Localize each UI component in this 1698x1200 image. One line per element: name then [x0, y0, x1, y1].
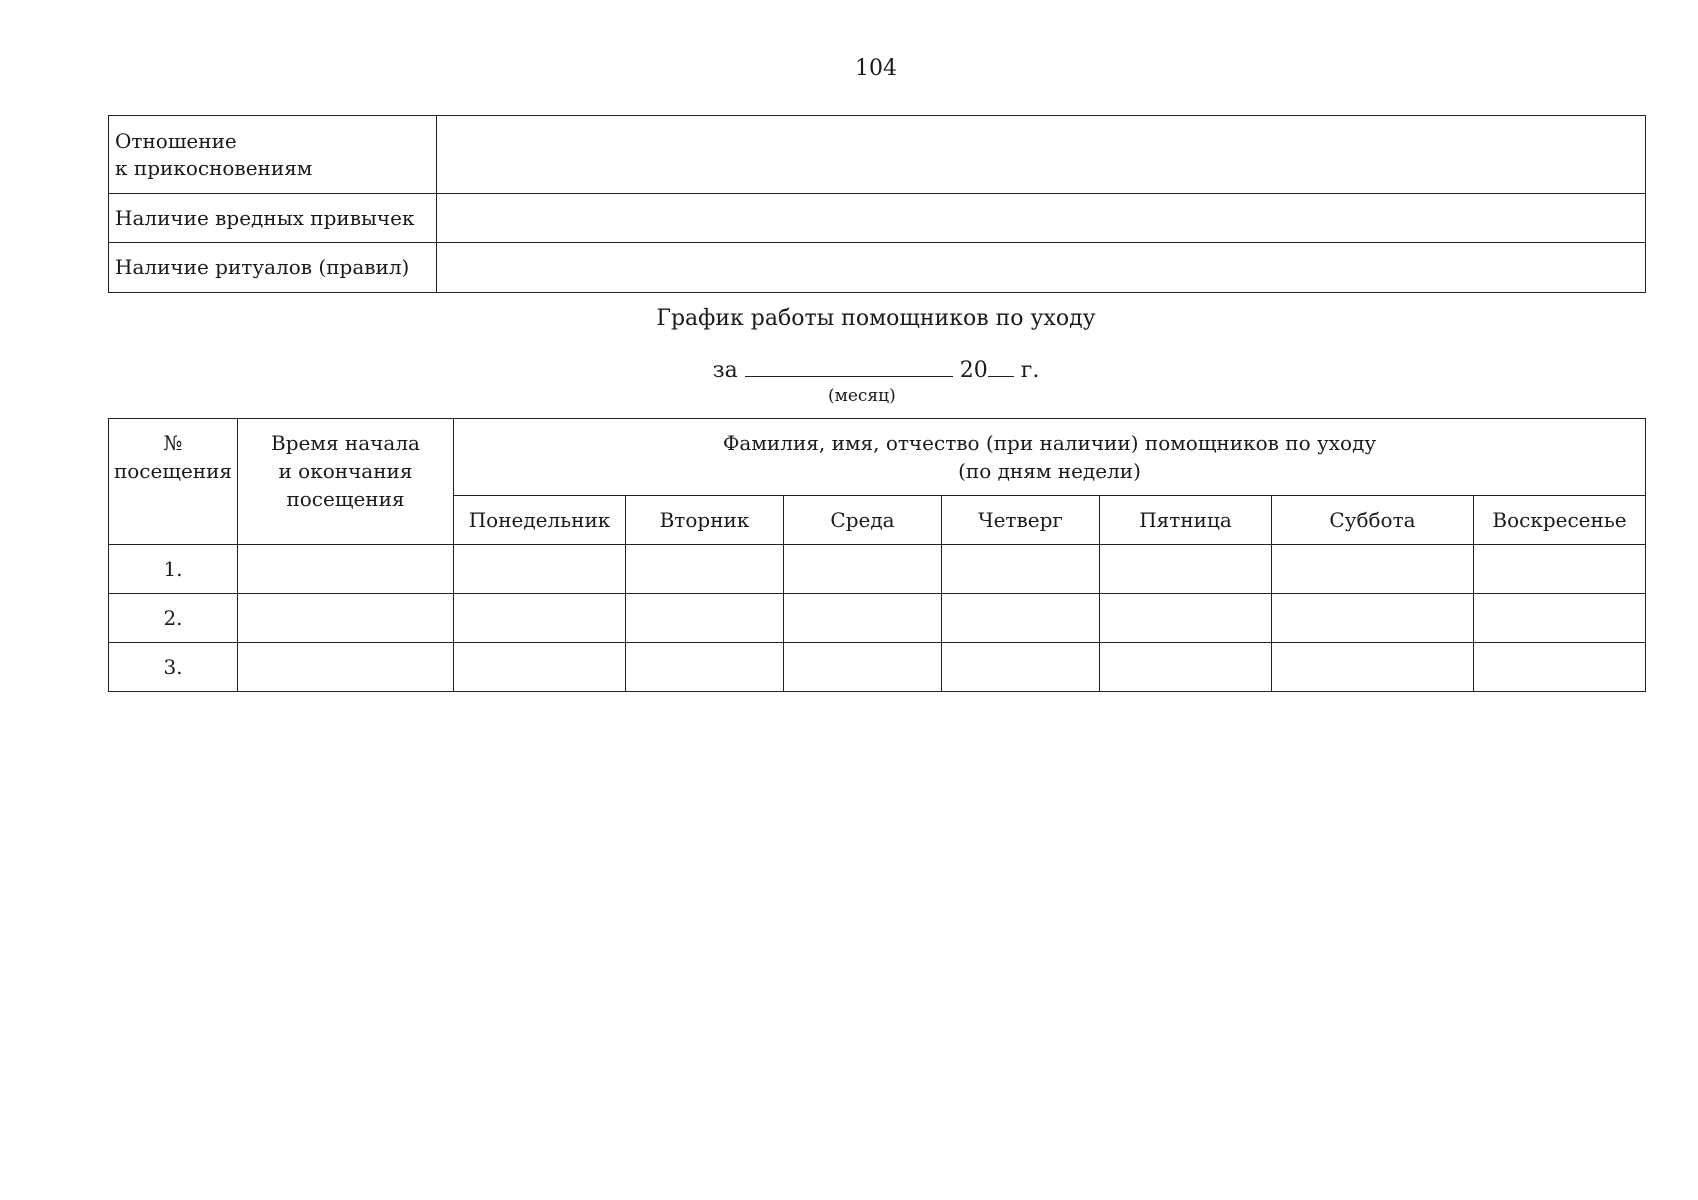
schedule-cell[interactable] — [784, 643, 942, 692]
period-year-prefix: 20 — [959, 358, 988, 383]
visit-number-header-line1: № — [163, 431, 183, 455]
visit-time-header-line1: Время начала — [271, 431, 420, 455]
schedule-cell[interactable] — [626, 643, 784, 692]
page-number: 104 — [855, 56, 897, 81]
day-header-sunday: Воскресенье — [1474, 496, 1646, 545]
info-label-rituals: Наличие ритуалов (правил) — [109, 243, 437, 293]
info-row-touch — [109, 116, 1646, 194]
day-header-friday: Пятница — [1100, 496, 1272, 545]
month-caption: (месяц) — [828, 386, 896, 406]
schedule-cell[interactable] — [1474, 594, 1646, 643]
schedule-cell[interactable] — [1474, 643, 1646, 692]
table-row — [109, 594, 1646, 643]
schedule-cell[interactable] — [784, 594, 942, 643]
schedule-cell[interactable] — [1474, 545, 1646, 594]
year-blank-field[interactable] — [988, 356, 1014, 377]
info-label-touch — [109, 116, 437, 194]
schedule-cell[interactable] — [1100, 545, 1272, 594]
schedule-table — [108, 418, 1646, 692]
period-line — [27, 356, 1698, 383]
schedule-cell[interactable] — [942, 643, 1100, 692]
day-header-saturday: Суббота — [1272, 496, 1474, 545]
day-header-thursday: Четверг — [942, 496, 1100, 545]
info-value-habits[interactable] — [437, 194, 1646, 243]
visit-number-cell: 2. — [109, 594, 238, 643]
schedule-cell[interactable] — [454, 643, 626, 692]
month-blank-field[interactable] — [745, 356, 953, 377]
visit-number-cell: 3. — [109, 643, 238, 692]
visit-time-header — [238, 419, 454, 545]
schedule-header-row — [109, 419, 1646, 496]
schedule-cell[interactable] — [626, 545, 784, 594]
visit-number-header-line2: посещения — [113, 459, 233, 483]
info-value-touch[interactable] — [437, 116, 1646, 194]
visit-number-cell: 1. — [109, 545, 238, 594]
schedule-cell[interactable] — [454, 594, 626, 643]
info-label-touch-line1: Отношение — [115, 128, 237, 153]
schedule-cell[interactable] — [626, 594, 784, 643]
visit-time-header-line3: посещения — [286, 487, 405, 511]
schedule-cell[interactable] — [1100, 594, 1272, 643]
day-header-wednesday: Среда — [784, 496, 942, 545]
info-label-touch-line2: к прикосновениям — [115, 155, 313, 180]
schedule-cell[interactable] — [1272, 594, 1474, 643]
day-header-monday: Понедельник — [454, 496, 626, 545]
visit-time-header-line2: и окончания — [278, 459, 413, 483]
schedule-cell[interactable] — [454, 545, 626, 594]
day-header-tuesday: Вторник — [626, 496, 784, 545]
table-row — [109, 545, 1646, 594]
schedule-cell[interactable] — [1100, 643, 1272, 692]
table-row — [109, 643, 1646, 692]
caregiver-names-header-line2: (по дням недели) — [958, 459, 1141, 483]
period-prefix: за — [712, 358, 738, 383]
info-value-rituals[interactable] — [437, 243, 1646, 293]
info-row-rituals — [109, 243, 1646, 293]
caregiver-names-header-line1: Фамилия, имя, отчество (при наличии) помощников по уходу — [722, 431, 1377, 455]
schedule-cell[interactable] — [942, 545, 1100, 594]
visit-time-cell[interactable] — [238, 545, 454, 594]
visit-number-header — [109, 419, 238, 545]
schedule-cell[interactable] — [1272, 545, 1474, 594]
visit-time-cell[interactable] — [238, 643, 454, 692]
schedule-cell[interactable] — [784, 545, 942, 594]
caregiver-info-table — [108, 115, 1646, 293]
period-suffix: г. — [1020, 358, 1040, 383]
info-row-habits — [109, 194, 1646, 243]
visit-time-cell[interactable] — [238, 594, 454, 643]
info-label-habits: Наличие вредных привычек — [109, 194, 437, 243]
schedule-cell[interactable] — [1272, 643, 1474, 692]
schedule-cell[interactable] — [942, 594, 1100, 643]
caregiver-names-header — [454, 419, 1646, 496]
schedule-title: График работы помощников по уходу — [656, 306, 1096, 331]
